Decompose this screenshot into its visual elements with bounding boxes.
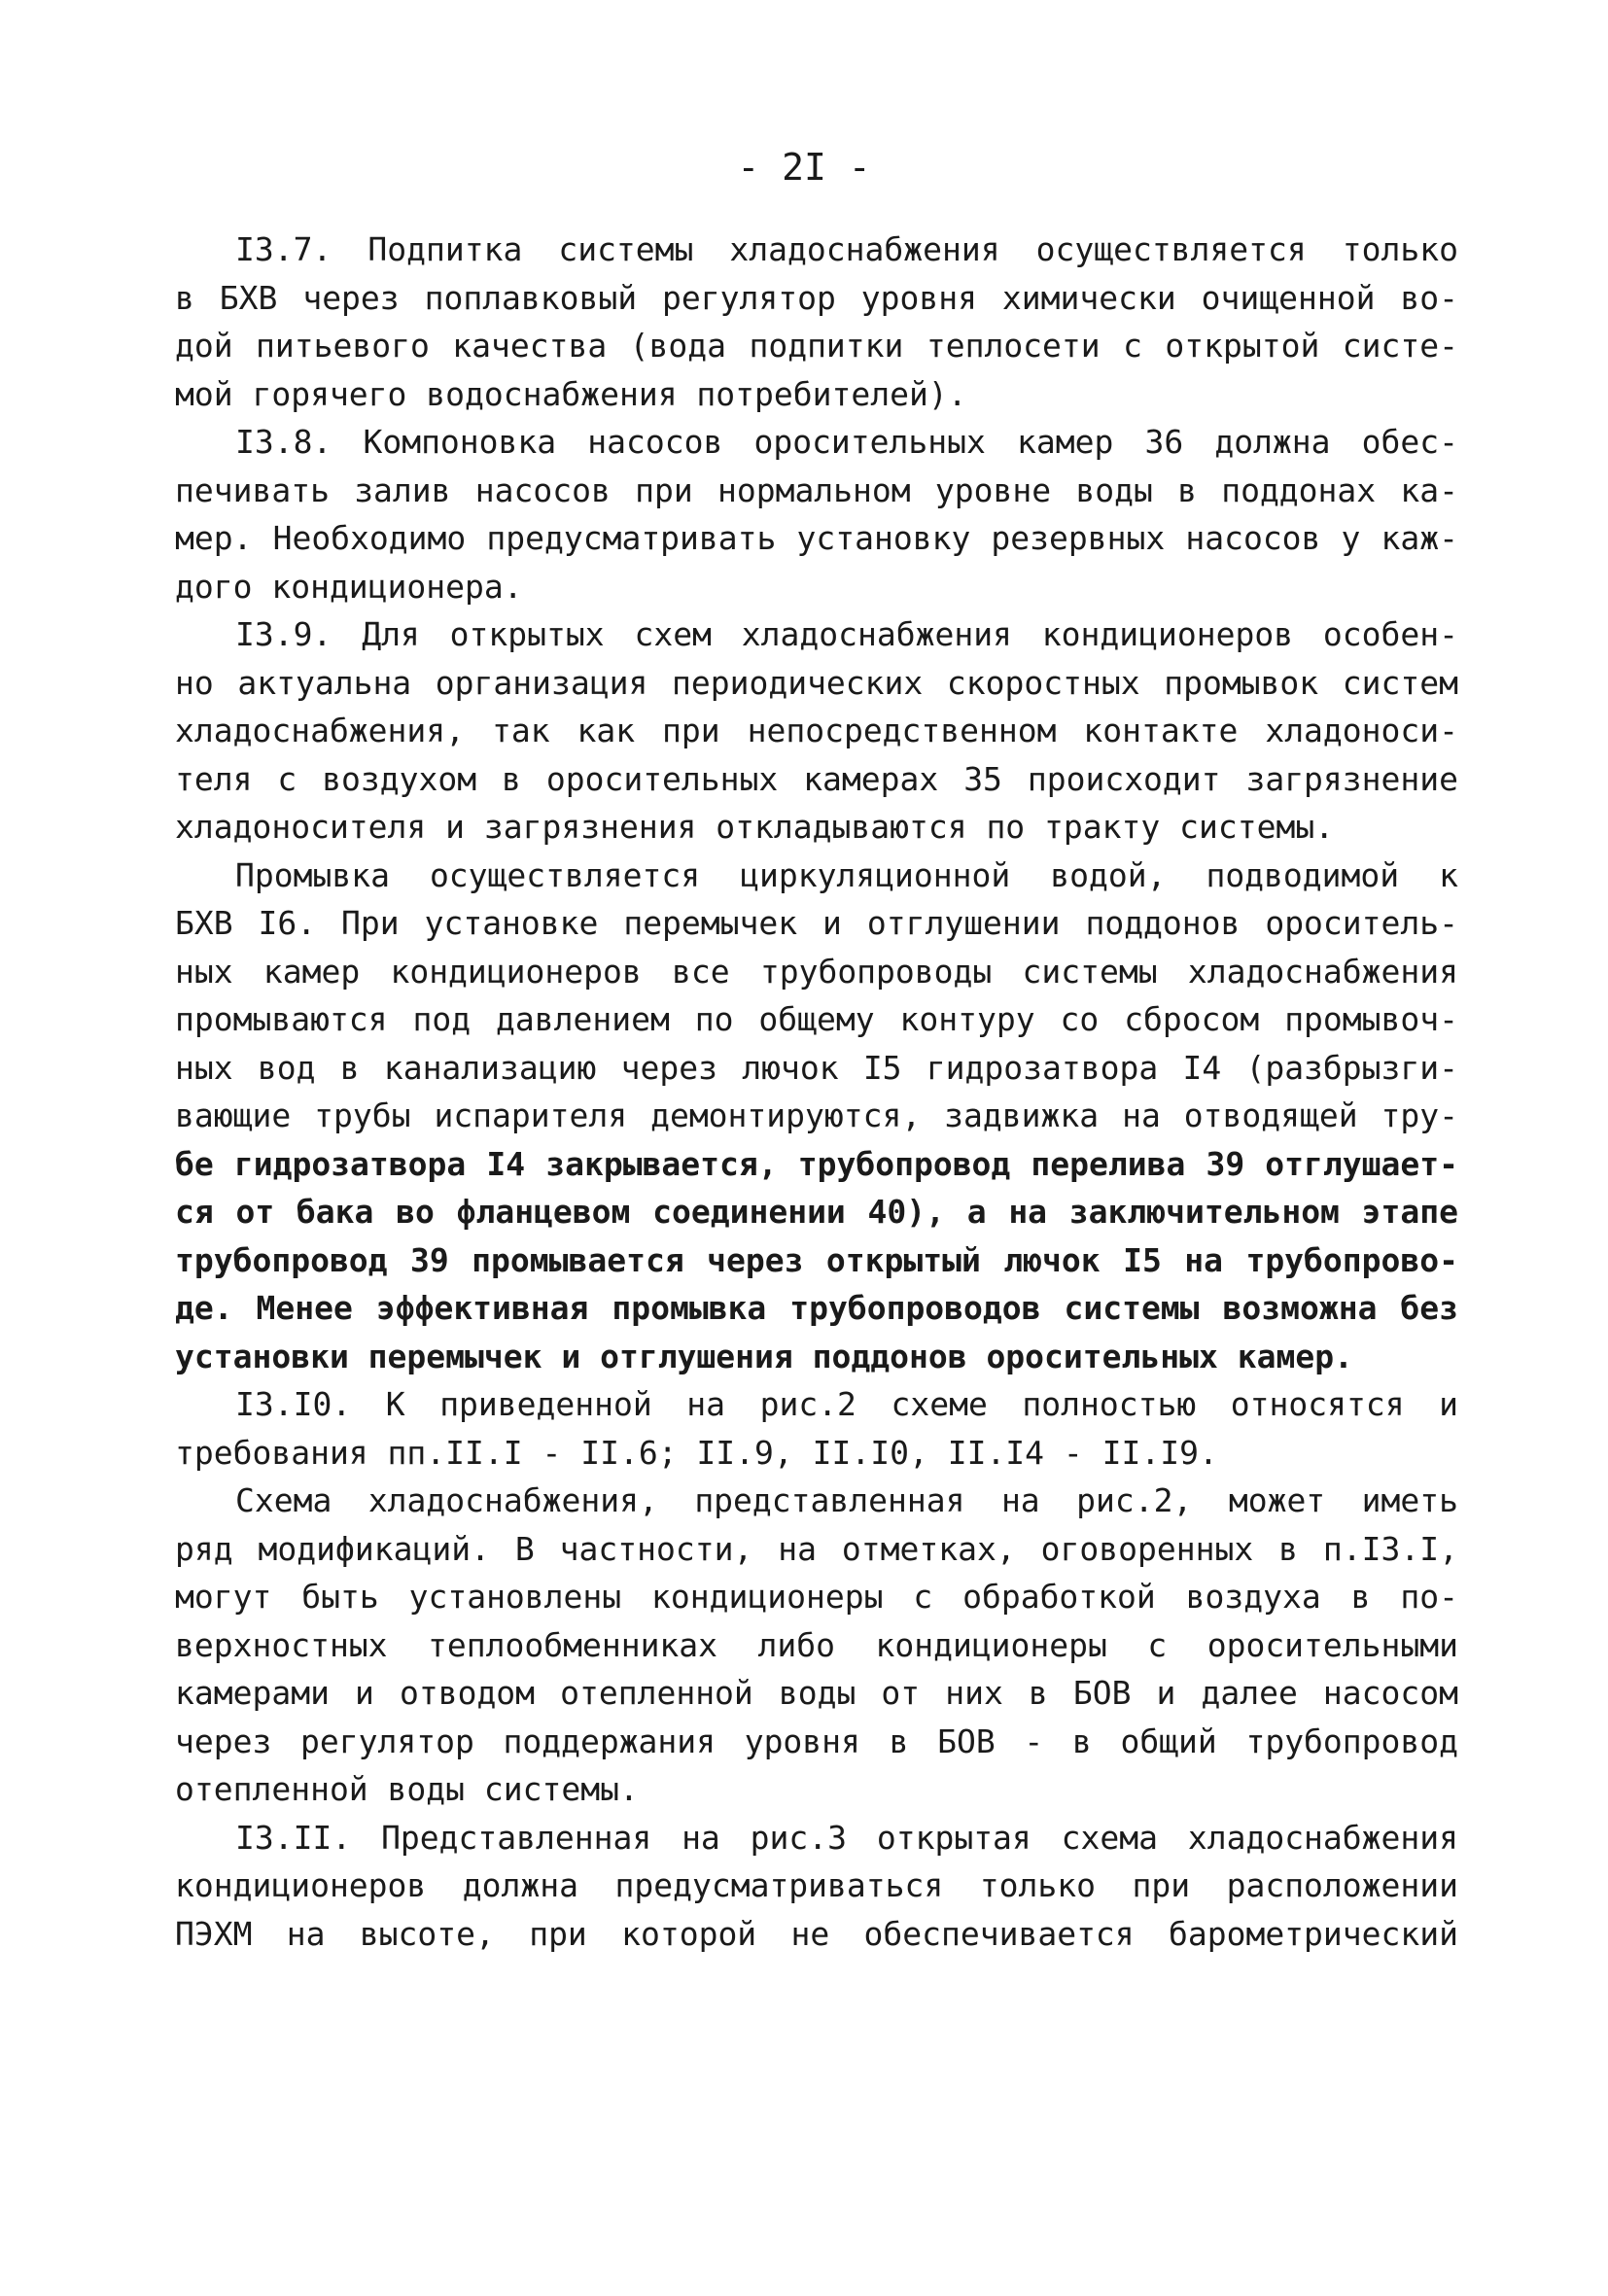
paragraph-13-8 — [175, 418, 1458, 610]
text-line: ных вод в канализацию через лючок I5 гидрозатвора I4 (разбрызги- — [175, 1048, 1458, 1087]
text-line: I3.II. Представленная на рис.3 открытая схема хладоснабжения — [235, 1818, 1458, 1857]
text-line: хладоносителя и загрязнения откладываются по тракту системы. — [175, 808, 1335, 846]
text-line: через регулятор поддержания уровня в БОВ - в общий трубопровод — [175, 1722, 1458, 1760]
text-line: БХВ I6. При установке перемычек и отглушении поддонов ороситель- — [175, 904, 1458, 942]
paragraph-13-10 — [175, 1380, 1458, 1477]
document-body — [175, 226, 1458, 1958]
text-line: кондиционеров должна предусматриваться только при расположении — [175, 1866, 1458, 1904]
text-line: ряд модификаций. В частности, на отметках, оговоренных в п.I3.I, — [175, 1529, 1458, 1568]
text-line: дого кондиционера. — [175, 567, 523, 606]
paragraph-flushing — [175, 852, 1458, 1381]
page-number: - 2I - — [737, 146, 871, 189]
text-line: трубопровод 39 промывается через открытый лючок I5 на трубопрово- — [175, 1240, 1458, 1279]
text-line: ся от бака во фланцевом соединении 40), а на заключительном этапе — [175, 1193, 1458, 1231]
text-line: Схема хладоснабжения, представленная на рис.2, может иметь — [235, 1481, 1458, 1519]
text-line: требования пп.II.I - II.6; II.9, II.I0, II.I4 - II.I9. — [175, 1433, 1218, 1472]
text-line: но актуальна организация периодических скоростных промывок систем — [175, 663, 1458, 702]
text-line: вающие трубы испарителя демонтируются, задвижка на отводящей тру- — [175, 1096, 1458, 1134]
text-line: могут быть установлены кондиционеры с обработкой воздуха в по- — [175, 1578, 1458, 1616]
paragraph-13-9 — [175, 610, 1458, 852]
text-line: в БХВ через поплавковый регулятор уровня химически очищенной во- — [175, 278, 1458, 317]
text-line: камерами и отводом отепленной воды от них в БОВ и далее насосом — [175, 1674, 1458, 1712]
text-line: теля с воздухом в оросительных камерах 35 происходит загрязнение — [175, 759, 1458, 798]
text-line: печивать залив насосов при нормальном уровне воды в поддонах ка- — [175, 470, 1458, 509]
text-line: промываются под давлением по общему контуру со сбросом промывоч- — [175, 1000, 1458, 1038]
text-line: отепленной воды системы. — [175, 1770, 639, 1808]
text-line: ных камер кондиционеров все трубопроводы системы хладоснабжения — [175, 952, 1458, 991]
text-line: I3.I0. К приведенной на рис.2 схеме полностью относятся и — [235, 1385, 1458, 1423]
text-line: I3.7. Подпитка системы хладоснабжения осуществляется только — [235, 230, 1458, 268]
text-line: I3.8. Компоновка насосов оросительных камер 36 должна обес- — [235, 423, 1458, 461]
text-line: дой питьевого качества (вода подпитки теплосети с открытой систе- — [175, 327, 1458, 365]
text-line: де. Менее эффективная промывка трубопроводов системы возможна без — [175, 1289, 1458, 1327]
text-line: мой горячего водоснабжения потребителей). — [175, 374, 967, 413]
text-line: Промывка осуществляется циркуляционной водой, подводимой к — [235, 855, 1458, 894]
text-line: I3.9. Для открытых схем хладоснабжения кондиционеров особен- — [235, 615, 1458, 653]
paragraph-13-11 — [175, 1814, 1458, 1959]
text-line: хладоснабжения, так как при непосредственном контакте хладоноси- — [175, 712, 1458, 749]
text-line: верхностных теплообменниках либо кондиционеры с оросительными — [175, 1625, 1458, 1664]
text-line: бе гидрозатвора I4 закрывается, трубопровод перелива 39 отглушает- — [175, 1144, 1458, 1183]
paragraph-scheme-modifications — [175, 1477, 1458, 1814]
paragraph-13-7 — [175, 226, 1458, 418]
text-line: ПЭХМ на высоте, при которой не обеспечивается барометрический — [175, 1914, 1458, 1953]
text-line: установки перемычек и отглушения поддонов оросительных камер. — [175, 1337, 1353, 1375]
text-line: мер. Необходимо предусматривать установку резервных насосов у каж- — [175, 519, 1458, 557]
